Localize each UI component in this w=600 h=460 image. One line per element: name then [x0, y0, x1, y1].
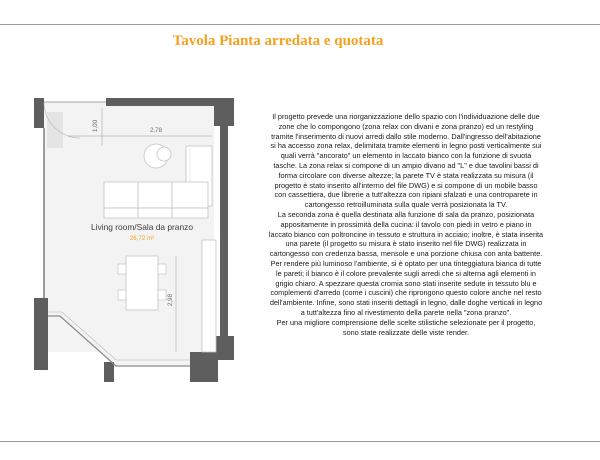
- wall-left-upper: [34, 98, 44, 128]
- top-frame-line: [0, 0, 600, 25]
- room-area: 26,72 m²: [129, 235, 155, 242]
- dining-table: [126, 256, 158, 310]
- l-sofa: [104, 182, 208, 218]
- dim-width-top: 2,78: [149, 127, 163, 134]
- dim-dining-length: 2,98: [167, 293, 174, 307]
- dim-entry-depth: 1,00: [92, 119, 99, 133]
- page-title: Tavola Pianta arredata e quotata: [172, 33, 384, 49]
- dining-wall-unit: [202, 240, 216, 352]
- floor-plan: [26, 90, 238, 390]
- wall-right: [214, 98, 234, 126]
- coffee-table-small: [157, 147, 171, 161]
- bottom-frame-line: [0, 441, 600, 442]
- room-label: Living room/Sala da pranzo: [91, 222, 193, 232]
- wall-left-lower: [34, 298, 48, 370]
- wall-right-lower: [220, 126, 228, 336]
- wall-bottom-right: [190, 352, 218, 382]
- wall-bay-bottom: [104, 362, 114, 382]
- project-description: Il progetto prevede una riorganizzazione dello spazio con l'individuazione delle due zone che lo compongono (zona relax con divani e zona pranzo) ed un restyling tramite l'inserimento di nuovi arredi dallo stile moderno. Dall'ingresso dell'abitazione si ha accesso zona relax, delimitata tramite elementi in legno posti verticalmente sui quali verrà "ancorato" un elemento in laccato bianco con la funzione di svuota tasche. La zona relax si compone di un ampio divano ad "L" e due tavolini bassi di forma circolare con diverse altezze; la parete TV è stata realizzata su misura (il progetto è stato inserito all'interno del file DWG) e si compone di un mobile basso con cassettiera, due librerie a tutt'altezza con ripiani sfalzati e una controparete in cartongesso retroilluminata sulla quale verrà posizionata la TV. La seconda zona è quella destinata alla funzione di sala da pranzo, posizionata appositamente in prossimità della cucina: il tavolo con piedi in vetro e piano in laccato bianco con poltroncine in tessuto e struttura in acciaio; inoltre, è stata inserita una parete (il progetto su misura è stato inserito nel file DWG) realizzata in cartongesso con credenza bassa, mensole e una porzione chiusa con anta battente. Per rendere più luminoso l'ambiente, si è optato per una tinteggiatura bianca di tutte le pareti; il bianco è il colore prevalente sugli arredi che si alterna agli elementi in grigio chiaro. A spezzare questa cromia sono stati inserite sedute in tessuto blu e complementi d'arredo (come i cuscini) che riprongono questo colore anche nel resto dell'ambiente. Infine, sono stati inseriti dettagli in legno, dalle doghe verticali in legno a tutt'altezza fino al rivestimento della parete nella "zona pranzo". Per una migliore comprensione delle scelte stilistiche selezionate per il progetto, sono state realizzate delle viste render.: [268, 112, 544, 337]
